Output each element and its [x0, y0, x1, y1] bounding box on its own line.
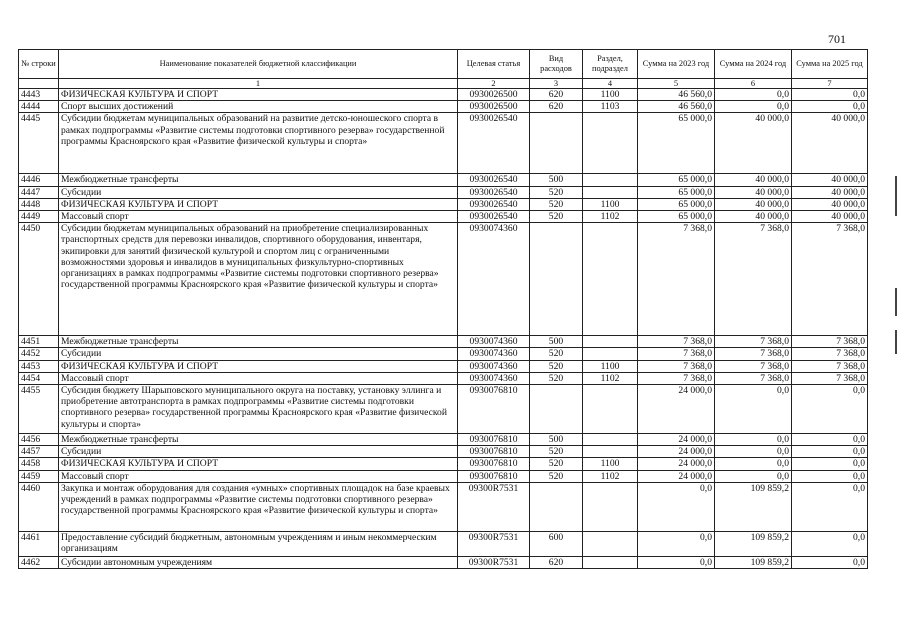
row-sum-2024: 40 000,0: [715, 174, 792, 186]
row-sum-2023: 65 000,0: [638, 113, 715, 174]
row-sum-2024: 40 000,0: [715, 198, 792, 210]
row-sum-2024: 109 859,2: [715, 482, 792, 531]
row-name: Субсидия бюджету Шарыповского муниципального округа на поставку, установку эллинга и приобретение автотранспорта в рамках подпрограммы «Развитие системы подготовки спортивного резерва» государственной программы Красноярского края «Развитие физической культуры и спорта»: [59, 385, 458, 434]
row-sum-2025: 0,0: [792, 470, 868, 482]
row-sum-2024: 0,0: [715, 458, 792, 470]
row-name: Межбюджетные трансферты: [59, 434, 458, 446]
row-number: 4453: [19, 360, 59, 372]
table-row: [19, 531, 868, 556]
row-name: Закупка и монтаж оборудования для создания «умных» спортивных площадок на базе краевых учреждений в рамках подпрограммы «Развитие системы подготовки спортивного резерва» государственной программы Красноярского края «Развитие физической культуры и спорта»: [59, 482, 458, 531]
row-target-article: 0930074360: [458, 348, 530, 360]
row-name: Субсидии бюджетам муниципальных образований на приобретение специализированных транспортных средств для перевозки инвалидов, спортивного оборудования, инвентаря, экипировки для занятий физической культурой и спортом лиц с ограниченными возможностями здоровья и инвалидов в муниципальных физкультурно-спортивных организациях в рамках подпрограммы «Развитие системы подготовки спортивного резерва» государственной программы Красноярского края «Развитие физической культуры и спорта»: [59, 223, 458, 336]
header-sum-2024: Сумма на 2024 год: [715, 50, 792, 79]
row-section: 1100: [583, 198, 638, 210]
row-expense-type: 620: [530, 101, 583, 113]
row-expense-type: 500: [530, 174, 583, 186]
row-expense-type: 600: [530, 531, 583, 556]
table-row: [19, 113, 868, 174]
row-target-article: 0930074360: [458, 360, 530, 372]
row-name: Массовый спорт: [59, 211, 458, 223]
row-sum-2024: 0,0: [715, 101, 792, 113]
row-expense-type: 520: [530, 470, 583, 482]
column-number: 6: [715, 79, 792, 89]
row-sum-2024: 0,0: [715, 446, 792, 458]
page-number: 701: [828, 32, 846, 46]
row-number: 4459: [19, 470, 59, 482]
row-target-article: 09300R7531: [458, 556, 530, 568]
row-expense-type: 520: [530, 348, 583, 360]
table-row: [19, 336, 868, 348]
row-section: [583, 556, 638, 568]
row-expense-type: 620: [530, 556, 583, 568]
row-section: [583, 113, 638, 174]
table-row: [19, 186, 868, 198]
row-number: 4449: [19, 211, 59, 223]
row-sum-2023: 0,0: [638, 531, 715, 556]
row-sum-2025: 0,0: [792, 446, 868, 458]
row-sum-2023: 7 368,0: [638, 336, 715, 348]
row-sum-2025: 0,0: [792, 89, 868, 101]
row-section: [583, 385, 638, 434]
row-expense-type: [530, 113, 583, 174]
row-target-article: 0930076810: [458, 446, 530, 458]
header-sum-2025: Сумма на 2025 год: [792, 50, 868, 79]
table-row: [19, 211, 868, 223]
row-section: [583, 223, 638, 336]
row-name: ФИЗИЧЕСКАЯ КУЛЬТУРА И СПОРТ: [59, 198, 458, 210]
row-sum-2023: 7 368,0: [638, 372, 715, 384]
row-name: Спорт высших достижений: [59, 101, 458, 113]
table-row: [19, 174, 868, 186]
row-number: 4452: [19, 348, 59, 360]
row-expense-type: [530, 223, 583, 336]
row-section: [583, 336, 638, 348]
row-sum-2024: 0,0: [715, 470, 792, 482]
row-expense-type: 520: [530, 360, 583, 372]
row-sum-2023: 24 000,0: [638, 470, 715, 482]
column-number: 4: [583, 79, 638, 89]
row-expense-type: 520: [530, 186, 583, 198]
table-row: [19, 223, 868, 336]
row-sum-2025: 7 368,0: [792, 223, 868, 336]
row-name: Субсидии: [59, 446, 458, 458]
row-sum-2025: 7 368,0: [792, 348, 868, 360]
row-sum-2025: 7 368,0: [792, 360, 868, 372]
row-number: 4455: [19, 385, 59, 434]
row-target-article: 0930026540: [458, 174, 530, 186]
row-sum-2023: 24 000,0: [638, 385, 715, 434]
table-row: [19, 385, 868, 434]
header-target-article: Целевая статья: [458, 50, 530, 79]
row-target-article: 0930074360: [458, 372, 530, 384]
row-name: Предоставление субсидий бюджетным, автономным учреждениям и иным некоммерческим организациям: [59, 531, 458, 556]
row-name: Межбюджетные трансферты: [59, 174, 458, 186]
row-expense-type: 520: [530, 198, 583, 210]
row-sum-2023: 7 368,0: [638, 223, 715, 336]
row-sum-2025: 40 000,0: [792, 186, 868, 198]
row-sum-2023: 24 000,0: [638, 434, 715, 446]
row-section: 1100: [583, 360, 638, 372]
row-sum-2025: 40 000,0: [792, 211, 868, 223]
row-sum-2025: 0,0: [792, 458, 868, 470]
table-row: [19, 360, 868, 372]
header-sum-2023: Сумма на 2023 год: [638, 50, 715, 79]
row-section: 1102: [583, 372, 638, 384]
row-sum-2025: 0,0: [792, 434, 868, 446]
table-row: [19, 556, 868, 568]
row-sum-2025: 0,0: [792, 556, 868, 568]
row-number: 4457: [19, 446, 59, 458]
row-sum-2025: 40 000,0: [792, 113, 868, 174]
column-number: [19, 79, 59, 89]
row-expense-type: 620: [530, 89, 583, 101]
row-number: 4460: [19, 482, 59, 531]
row-section: 1103: [583, 101, 638, 113]
row-target-article: 0930074360: [458, 223, 530, 336]
table-row: [19, 89, 868, 101]
row-sum-2025: 7 368,0: [792, 336, 868, 348]
row-target-article: 0930026540: [458, 198, 530, 210]
row-number: 4443: [19, 89, 59, 101]
row-name: Субсидии: [59, 348, 458, 360]
row-name: ФИЗИЧЕСКАЯ КУЛЬТУРА И СПОРТ: [59, 89, 458, 101]
row-expense-type: 520: [530, 372, 583, 384]
column-number: 2: [458, 79, 530, 89]
row-expense-type: 500: [530, 336, 583, 348]
row-sum-2024: 40 000,0: [715, 113, 792, 174]
row-name: Субсидии: [59, 186, 458, 198]
scan-edge-mark: [895, 288, 897, 316]
row-sum-2024: 40 000,0: [715, 211, 792, 223]
row-name: ФИЗИЧЕСКАЯ КУЛЬТУРА И СПОРТ: [59, 458, 458, 470]
row-expense-type: 520: [530, 458, 583, 470]
row-target-article: 0930074360: [458, 336, 530, 348]
row-name: Субсидии автономным учреждениям: [59, 556, 458, 568]
row-number: 4445: [19, 113, 59, 174]
row-name: ФИЗИЧЕСКАЯ КУЛЬТУРА И СПОРТ: [59, 360, 458, 372]
row-sum-2023: 46 560,0: [638, 101, 715, 113]
row-sum-2024: 7 368,0: [715, 336, 792, 348]
row-sum-2024: 7 368,0: [715, 372, 792, 384]
header-expense-type: Вид расходов: [530, 50, 583, 79]
row-sum-2024: 109 859,2: [715, 531, 792, 556]
row-sum-2025: 0,0: [792, 385, 868, 434]
row-sum-2024: 40 000,0: [715, 186, 792, 198]
row-section: 1100: [583, 89, 638, 101]
row-number: 4451: [19, 336, 59, 348]
row-target-article: 0930026540: [458, 186, 530, 198]
row-sum-2025: 0,0: [792, 531, 868, 556]
scan-edge-mark: [895, 330, 897, 354]
row-sum-2023: 0,0: [638, 482, 715, 531]
row-expense-type: [530, 385, 583, 434]
row-sum-2023: 7 368,0: [638, 360, 715, 372]
row-sum-2023: 65 000,0: [638, 198, 715, 210]
table-row: [19, 470, 868, 482]
row-section: [583, 531, 638, 556]
row-sum-2024: 0,0: [715, 89, 792, 101]
row-sum-2023: 24 000,0: [638, 458, 715, 470]
row-target-article: 0930076810: [458, 434, 530, 446]
column-number: 7: [792, 79, 868, 89]
row-section: [583, 482, 638, 531]
row-expense-type: [530, 482, 583, 531]
budget-table: [18, 49, 868, 569]
row-name: Массовый спорт: [59, 470, 458, 482]
row-sum-2025: 40 000,0: [792, 174, 868, 186]
row-name: Субсидии бюджетам муниципальных образований на развитие детско-юношеского спорта в рамках подпрограммы «Развитие системы подготовки спортивного резерва» государственной программы Красноярского края «Развитие физической культуры и спорта»: [59, 113, 458, 174]
row-section: [583, 434, 638, 446]
row-name: Массовый спорт: [59, 372, 458, 384]
column-number: 3: [530, 79, 583, 89]
row-sum-2023: 7 368,0: [638, 348, 715, 360]
row-number: 4456: [19, 434, 59, 446]
row-section: 1102: [583, 211, 638, 223]
row-target-article: 0930076810: [458, 385, 530, 434]
row-sum-2024: 7 368,0: [715, 223, 792, 336]
column-number-row: [19, 79, 868, 89]
row-sum-2024: 7 368,0: [715, 360, 792, 372]
row-number: 4454: [19, 372, 59, 384]
table-row: [19, 101, 868, 113]
row-section: [583, 186, 638, 198]
row-sum-2025: 0,0: [792, 482, 868, 531]
row-sum-2023: 0,0: [638, 556, 715, 568]
row-name: Межбюджетные трансферты: [59, 336, 458, 348]
row-number: 4446: [19, 174, 59, 186]
row-target-article: 0930026540: [458, 211, 530, 223]
header-name: Наименование показателей бюджетной классификации: [59, 50, 458, 79]
table-row: [19, 458, 868, 470]
row-sum-2024: 109 859,2: [715, 556, 792, 568]
header-row-number: № строки: [19, 50, 59, 79]
table-row: [19, 446, 868, 458]
row-target-article: 09300R7531: [458, 482, 530, 531]
row-section: 1100: [583, 458, 638, 470]
row-sum-2024: 7 368,0: [715, 348, 792, 360]
row-sum-2025: 0,0: [792, 101, 868, 113]
row-sum-2023: 65 000,0: [638, 186, 715, 198]
row-target-article: 0930026540: [458, 113, 530, 174]
row-expense-type: 500: [530, 434, 583, 446]
row-number: 4462: [19, 556, 59, 568]
row-section: 1102: [583, 470, 638, 482]
row-expense-type: 520: [530, 211, 583, 223]
row-sum-2024: 0,0: [715, 434, 792, 446]
table-row: [19, 198, 868, 210]
row-target-article: 0930076810: [458, 470, 530, 482]
row-sum-2023: 65 000,0: [638, 211, 715, 223]
table-row: [19, 348, 868, 360]
row-section: [583, 174, 638, 186]
row-sum-2025: 40 000,0: [792, 198, 868, 210]
table-row: [19, 482, 868, 531]
row-section: [583, 348, 638, 360]
header-row: [19, 50, 868, 79]
row-target-article: 09300R7531: [458, 531, 530, 556]
column-number: 1: [59, 79, 458, 89]
row-number: 4448: [19, 198, 59, 210]
row-number: 4450: [19, 223, 59, 336]
column-number: 5: [638, 79, 715, 89]
row-number: 4447: [19, 186, 59, 198]
table-row: [19, 434, 868, 446]
row-sum-2023: 65 000,0: [638, 174, 715, 186]
header-section: Раздел, подраздел: [583, 50, 638, 79]
scan-edge-mark: [895, 176, 897, 216]
row-section: [583, 446, 638, 458]
row-number: 4458: [19, 458, 59, 470]
row-target-article: 0930026500: [458, 89, 530, 101]
row-sum-2023: 24 000,0: [638, 446, 715, 458]
row-sum-2024: 0,0: [715, 385, 792, 434]
row-sum-2023: 46 560,0: [638, 89, 715, 101]
row-expense-type: 520: [530, 446, 583, 458]
row-number: 4444: [19, 101, 59, 113]
row-target-article: 0930026500: [458, 101, 530, 113]
row-target-article: 0930076810: [458, 458, 530, 470]
row-number: 4461: [19, 531, 59, 556]
row-sum-2025: 7 368,0: [792, 372, 868, 384]
table-row: [19, 372, 868, 384]
